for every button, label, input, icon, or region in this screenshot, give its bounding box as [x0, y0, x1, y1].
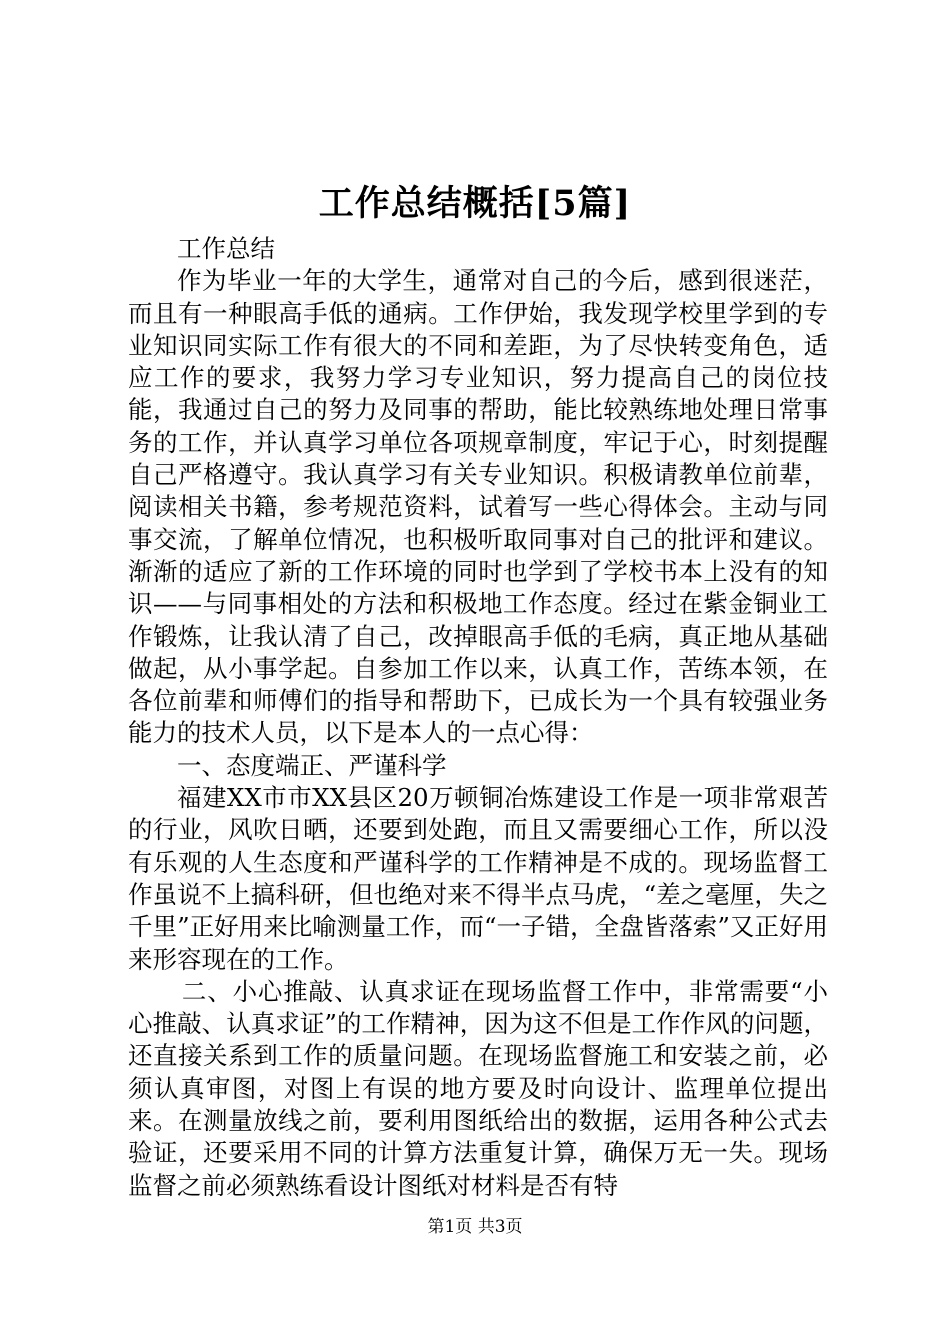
document-title: 工作总结概括[5篇]: [318, 183, 632, 224]
body-paragraph: 二、小心推敲、认真求证在现场监督工作中，非常需要“小心推敲、认真求证”的工作精神，因为这不但是工作作风的问题，还直接关系到工作的质量问题。在现场监督施工和安装之前，必须认真审图，对图上有误的地方要及时向设计、监理单位提出来。在测量放线之前，要利用图纸给出的数据，运用各种公式去验证，还要采用不同的计算方法重复计算，确保万无一失。现场监督之前必须熟练看设计图纸对材料是否有特: [128, 976, 828, 1200]
section-heading: 一、态度端正、严谨科学: [177, 750, 447, 780]
body-paragraph: 福建XX市市XX县区20万顿铜冶炼建设工作是一项非常艰苦的行业，风吹日晒，还要到处跑，而且又需要细心工作，所以没有乐观的人生态度和严谨科学的工作精神是不成的。现场监督工作虽说不上搞科研，但也绝对来不得半点马虎，“差之毫厘，失之千里”正好用来比喻测量工作，而“一子错，全盘皆落索”又正好用来形容现在的工作。: [128, 783, 828, 974]
document-body: [128, 233, 828, 1202]
body-paragraph: 作为毕业一年的大学生，通常对自己的今后，感到很迷茫，而且有一种眼高手低的通病。工作伊始，我发现学校里学到的专业知识同实际工作有很大的不同和差距，为了尽快转变角色，适应工作的要求，我努力学习专业知识，努力提高自己的岗位技能，我通过自己的努力及同事的帮助，能比较熟练地处理日常事务的工作，并认真学习单位各项规章制度，牢记于心，时刻提醒自己严格遵守。我认真学习有关专业知识。积极请教单位前辈，阅读相关书籍，参考规范资料，试着写一些心得体会。主动与同事交流，了解单位情况，也积极听取同事对自己的批评和建议。渐渐的适应了新的工作环境的同时也学到了学校书本上没有的知识——与同事相处的方法和积极地工作态度。经过在紫金铜业工作锻炼，让我认清了自己，改掉眼高手低的毛病，真正地从基础做起，从小事学起。自参加工作以来，认真工作，苦练本领，在各位前辈和师傅们的指导和帮助下，已成长为一个具有较强业务能力的技术人员，以下是本人的一点心得：: [128, 266, 828, 748]
page-number-footer: 第1页 共3页: [427, 1217, 523, 1237]
section-label: 工作总结: [177, 234, 275, 263]
